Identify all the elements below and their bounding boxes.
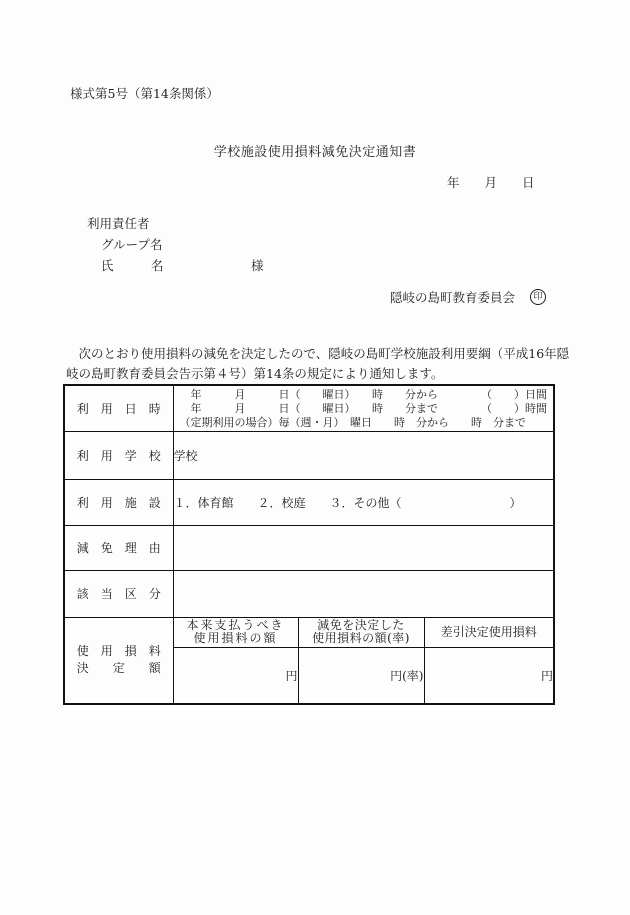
form-number: 様式第5号（第14条関係） [70, 86, 219, 101]
datetime-line2-left: 年 月 日（ 曜日） 時 分まで [179, 402, 438, 415]
notice-table [63, 384, 555, 705]
row-label-school: 利 用 学 校 [64, 431, 173, 479]
fee-label-line1: 使 用 損 料 [76, 644, 161, 658]
recipient-name-line: 氏 名 様 [101, 258, 264, 273]
fee-col1-amount: 円 [173, 647, 298, 704]
cell-school: 学校 [173, 431, 554, 479]
body-paragraph [66, 344, 569, 383]
datetime-line2-right: （ ）時間 [481, 402, 547, 415]
fee-col1-header-line1: 本来支払うべき [186, 618, 285, 632]
cell-reason [173, 525, 554, 570]
datetime-line1-left: 年 月 日（ 曜日） 時 分から [179, 388, 438, 401]
cell-facility: １．体育館 ２．校庭 ３．その他（ ） [173, 479, 554, 525]
cell-datetime [173, 385, 554, 431]
recipient-role: 利用責任者 [87, 216, 150, 231]
document-title: 学校施設使用損料減免決定通知書 [213, 145, 417, 160]
datetime-line3: （定期利用の場合）毎（週・月） 曜日 時 分から 時 分まで [179, 416, 526, 429]
seal-icon: 印 [530, 289, 546, 305]
row-label-reason: 減 免 理 由 [64, 525, 173, 570]
fee-col2-header-line2: 使用損料の額(率) [312, 631, 410, 645]
issuer-name: 隠岐の島町教育委員会 [390, 290, 516, 305]
fee-col3-header: 差引決定使用損料 [424, 617, 554, 647]
row-label-datetime: 利 用 日 時 [64, 385, 173, 431]
fee-label-line2: 決 定 額 [76, 661, 161, 675]
fee-col2-header [298, 617, 424, 647]
cell-category [173, 570, 554, 617]
fee-col1-header [173, 617, 298, 647]
issuer-line [390, 288, 546, 306]
row-label-fee [64, 617, 173, 704]
row-label-facility: 利 用 施 設 [64, 479, 173, 525]
fee-col1-header-line2: 使用損料の額 [193, 631, 278, 645]
fee-col3-amount: 円 [424, 647, 554, 704]
fee-col2-header-line1: 減免を決定した [317, 618, 405, 632]
recipient-group-name: グループ名 [101, 237, 163, 252]
date-line: 年 月 日 [447, 175, 535, 190]
body-line-2: 岐の島町教育委員会告示第４号）第14条の規定により通知します。 [66, 365, 444, 381]
datetime-line1-right: （ ）日間 [481, 388, 547, 401]
row-label-category: 該 当 区 分 [64, 570, 173, 617]
fee-col2-amount: 円(率) [298, 647, 424, 704]
body-line-1: 次のとおり使用損料の減免を決定したので、隠岐の島町学校施設利用要綱（平成16年隠 [66, 346, 570, 361]
